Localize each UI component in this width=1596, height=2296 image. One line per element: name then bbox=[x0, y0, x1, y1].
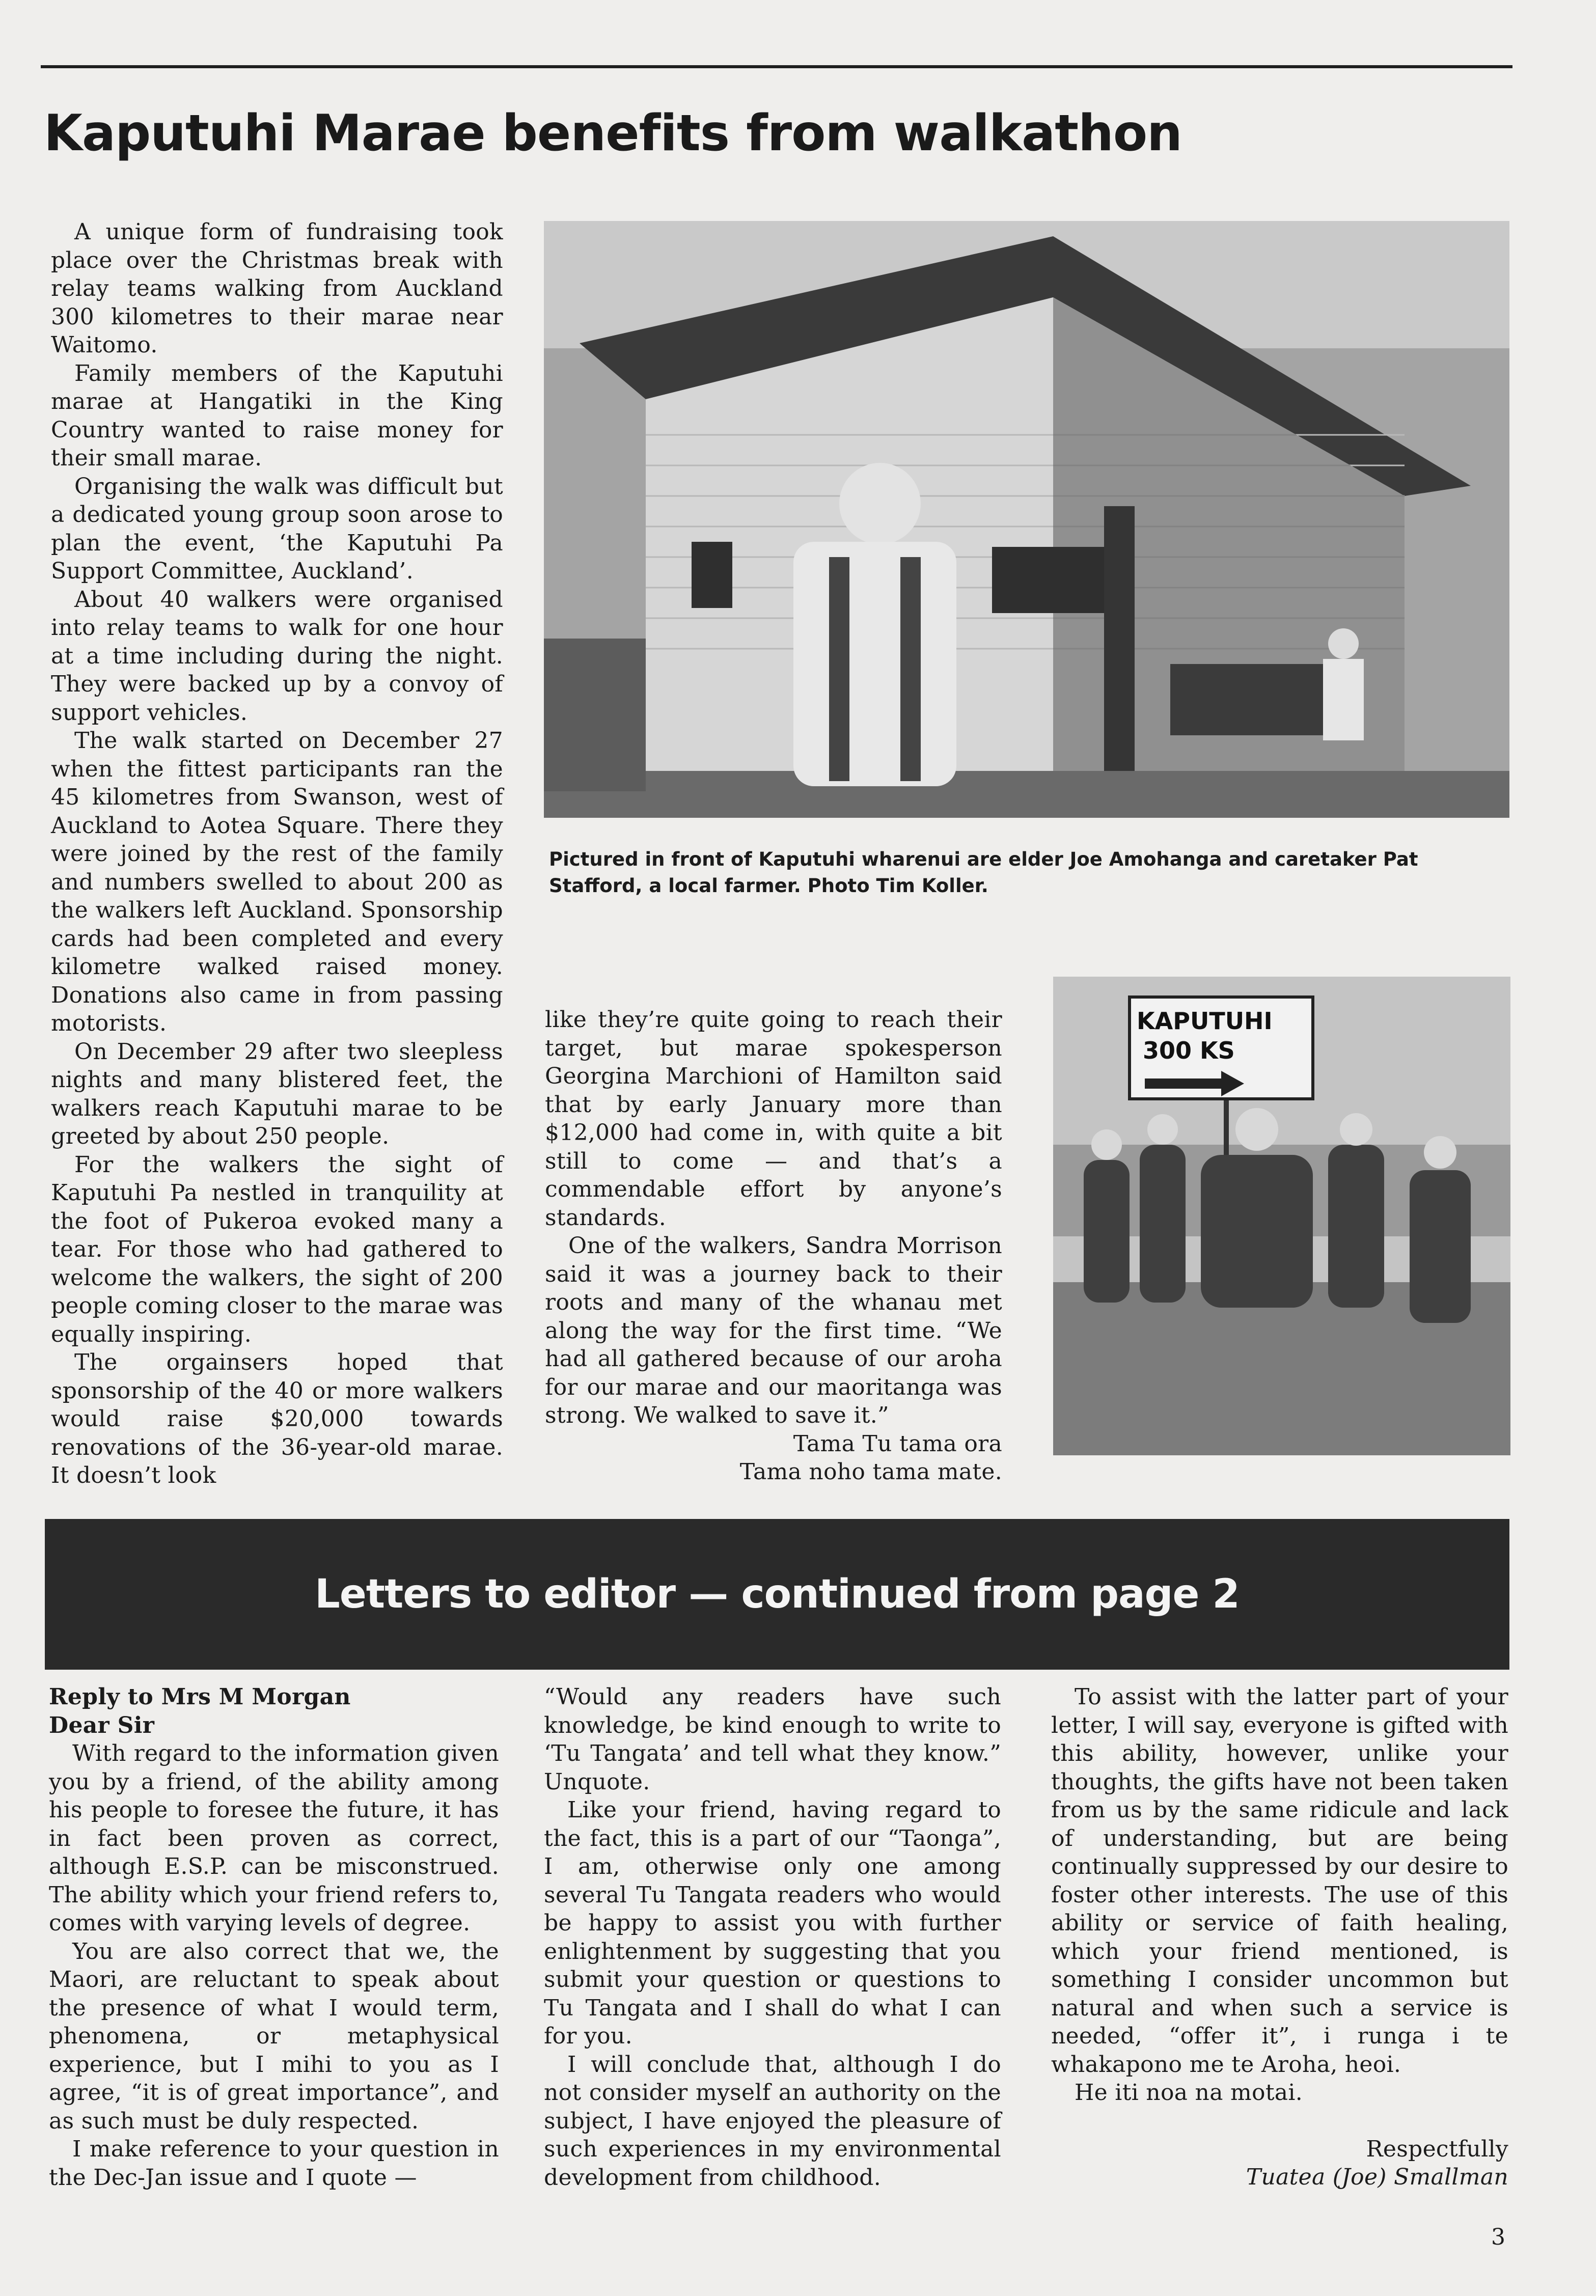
letter-paragraph: To assist with the latter part of your letter, I will say, everyone is gifted with this ability, however, unlike your thoughts, the gifts have not been taken from us by the same ridicule and lack of understanding, but are being continually suppressed by our desire to foster other interests. The use of this ability or service of faith healing, which your friend mentioned, is something I consider uncommon but natural and when such a service is needed, “offer it”, i runga i te whakapono me te Aroha, heoi. bbox=[1051, 1684, 1508, 2078]
walkers-photo bbox=[1053, 977, 1510, 1455]
letter-paragraph: I make reference to your question in the Dec-Jan issue and I quote — bbox=[49, 2136, 499, 2191]
top-rule bbox=[41, 65, 1512, 68]
letter-paragraph: You are also correct that we, the Maori, are reluctant to speak about the presence of what I would term, phenomena, or metaphysical experience, but I mihi to you as I agree, “it is of great importance”, and as such must be duly respected. bbox=[49, 1938, 499, 2134]
letter-paragraph: “Would any readers have such knowledge, be kind enough to write to ‘Tu Tangata’ and tell what they know.” Unquote. bbox=[544, 1684, 1001, 1795]
letter-paragraph: With regard to the information given you by a friend, of the ability among his people to foresee the future, it has in fact been proven as correct, although E.S.P. can be misconstrued. The ability which your friend refers to, comes with varying levels of degree. bbox=[49, 1740, 499, 1936]
letters-banner bbox=[45, 1519, 1509, 1670]
article-paragraph: Organising the walk was difficult but a dedicated young group soon arose to plan the event, ‘the Kaputuhi Pa Support Committee, Auckland’. bbox=[51, 473, 503, 584]
letter-paragraph: I will conclude that, although I do not consider myself an authority on the subject, I have enjoyed the pleasure of such experiences in my environmental development from childhood. bbox=[544, 2051, 1001, 2191]
wharenui-photo bbox=[544, 221, 1509, 818]
wharenui-illustration bbox=[544, 221, 1509, 818]
article-paragraph: For the walkers the sight of Kaputuhi Pa nestled in tranquility at the foot of Pukeroa evoked many a tear. For those who had gathered to welcome the walkers, the sight of 200 people coming closer to the marae was equally inspiring. bbox=[51, 1151, 503, 1347]
page-number: 3 bbox=[1491, 2224, 1505, 2250]
walkers-illustration bbox=[1053, 977, 1510, 1455]
article-paragraph: One of the walkers, Sandra Morrison said it was a journey back to their roots and many of the whanau met along the way for the first time. “We had all gathered because of our aroha for our marae and our maoritanga was strong. We walked to save it.” bbox=[545, 1233, 1002, 1428]
article-paragraph: A unique form of fundraising took place over the Christmas break with relay teams walking from Auckland 300 kilometres to their marae near Waitomo. bbox=[51, 219, 503, 358]
letter-column-1 bbox=[49, 1683, 499, 2192]
letter-closing: Respectfully bbox=[1366, 2136, 1508, 2162]
article-paragraph: The orgainsers hoped that sponsorship of the 40 or more walkers would raise $20,000 towards renovations of the 36-year-old marae. It doesn’t look bbox=[51, 1349, 503, 1488]
letter-salutation: Dear Sir bbox=[49, 1712, 155, 1738]
letter-paragraph: He iti noa na motai. bbox=[1075, 2080, 1303, 2106]
letter-heading: Reply to Mrs M Morgan bbox=[49, 1684, 351, 1710]
article-column-2 bbox=[545, 1006, 1002, 1486]
banner-title: Letters to editor — continued from page 2 bbox=[315, 1571, 1240, 1617]
letter-column-3 bbox=[1051, 1683, 1508, 2192]
article-paragraph: Family members of the Kaputuhi marae at Hangatiki in the King Country wanted to raise money for their small marae. bbox=[51, 360, 503, 471]
proverb-line: Tama noho tama mate. bbox=[739, 1459, 1002, 1485]
proverb-line: Tama Tu tama ora bbox=[793, 1430, 1002, 1457]
article-column-1 bbox=[51, 218, 503, 1490]
photo-caption: Pictured in front of Kaputuhi wharenui are elder Joe Amohanga and caretaker Pat Stafford, a local farmer. Photo Tim Koller. bbox=[549, 848, 1418, 897]
article-headline: Kaputuhi Marae benefits from walkathon bbox=[44, 104, 1182, 162]
letter-column-2 bbox=[544, 1683, 1001, 2192]
letter-paragraph: Like your friend, having regard to the fact, this is a part of our “Taonga”, I am, otherwise only one among several Tu Tangata readers who would be happy to assist you with further enlightenment by suggesting that you submit your question or questions to Tu Tangata and I shall do what I can for you. bbox=[544, 1797, 1001, 2049]
article-paragraph: On December 29 after two sleepless nights and many blistered feet, the walkers reach Kaputuhi marae to be greeted by about 250 people. bbox=[51, 1038, 503, 1149]
article-paragraph: About 40 walkers were organised into relay teams to walk for one hour at a time including during the night. They were backed up by a convoy of support vehicles. bbox=[51, 586, 503, 726]
sign-distance: 300 KS bbox=[1143, 1037, 1235, 1064]
article-paragraph: like they’re quite going to reach their target, but marae spokesperson Georgina Marchioni of Hamilton said that by early January more than $12,000 had come in, with quite a bit still to come — and that’s a commendable effort by anyone’s standards. bbox=[545, 1007, 1002, 1231]
article-paragraph: The walk started on December 27 when the fittest participants ran the 45 kilometres from Swanson, west of Auckland to Aotea Square. There they were joined by the rest of the family and numbers swelled to about 200 as the walkers left Auckland. Sponsorship cards had been completed and every kilometre walked raised money. Donations also came in from passing motorists. bbox=[51, 728, 503, 1036]
sign-text: KAPUTUHI bbox=[1137, 1007, 1273, 1035]
letter-signature: Tuatea (Joe) Smallman bbox=[1246, 2164, 1508, 2190]
